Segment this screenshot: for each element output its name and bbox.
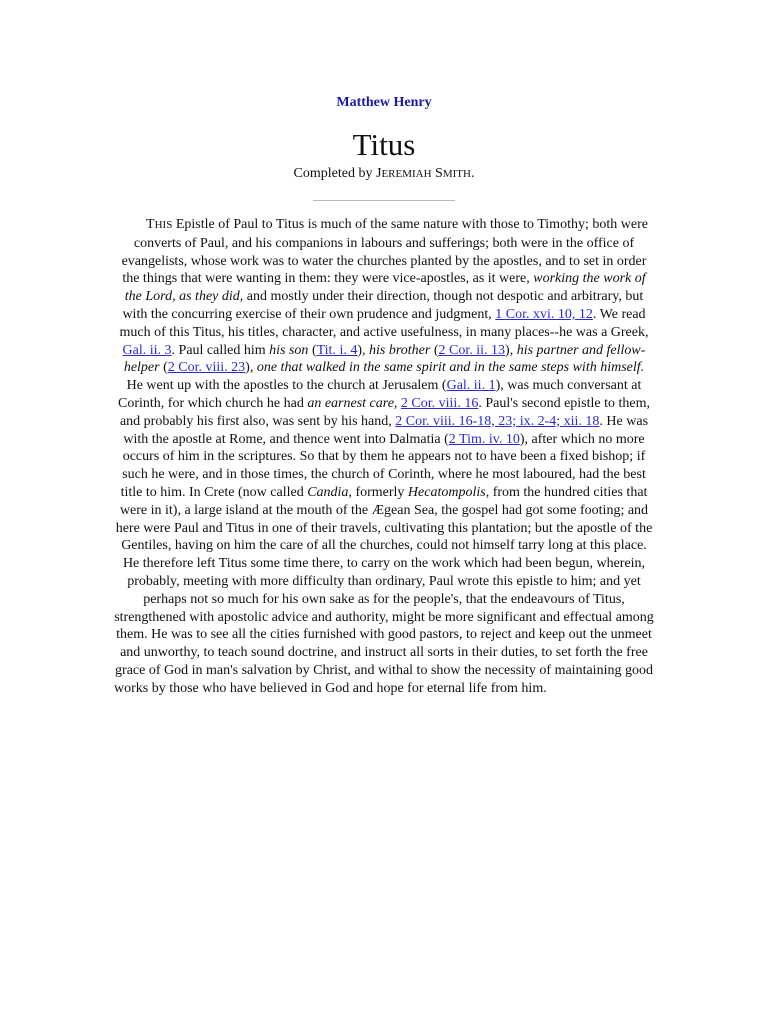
text-run: . Paul's second epistle to them, and probably his first also, was sent by his hand, — [119, 395, 650, 429]
subtitle — [0, 166, 768, 182]
subtitle-mid: S — [431, 166, 443, 181]
scripture-link[interactable]: 2 Cor. viii. 16-18, 23; ix. 2-4; xii. 18 — [395, 413, 600, 429]
scripture-link[interactable]: Gal. ii. 1 — [446, 378, 496, 394]
page-title: Titus — [352, 127, 416, 162]
italic-run: Hecatompolis, — [407, 484, 490, 500]
scripture-link[interactable]: 2 Cor. viii. 16 — [400, 395, 479, 411]
dropcap-rest: HIS — [154, 219, 173, 231]
subtitle-smallcaps-1: EREMIAH — [381, 168, 432, 180]
subtitle-suffix: . — [470, 166, 475, 181]
text-run: . We read much of this Titus, his titles, character, and active usefulness, in many places--he was a Greek, — [119, 306, 649, 340]
italic-run: his partner and fellow-helper — [123, 342, 646, 376]
text-run: formerly — [351, 484, 408, 500]
italic-run: his brother — [369, 342, 431, 358]
text-run: He went up with the apostles to the church at Jerusalem ( — [126, 378, 447, 394]
text-run: ), — [505, 342, 517, 358]
text-run: . Paul called him — [171, 342, 270, 358]
text-run: ( — [159, 360, 168, 376]
subtitle-prefix: Completed by J — [293, 166, 382, 181]
text-run: and mostly under their direction, though not despotic and arbitrary, but with the concurring exercise of their own prudence and judgment, — [122, 289, 644, 322]
text-run: ), — [245, 360, 257, 376]
text-run: ), — [357, 342, 370, 358]
subtitle-smallcaps-2: MITH — [442, 168, 471, 180]
author-name: Matthew Henry — [336, 95, 432, 110]
italic-run: an earnest care, — [307, 395, 398, 411]
text-run: Epistle of Paul to Titus is much of the same nature with those to Timothy; both were converts of Paul, and his companions in labours and sufferings; both were in the office of evangelists, whose work was to water the churches planted by the apostles, and to set in order the things that were wanting in them: they were vice-apostles, as it were, — [121, 217, 648, 287]
text-run: from the hundred cities that were in it), a large island at the mouth of the Ægean Sea, the gospel had got some footing; and here were Paul and Titus in one of their travels, cultivating this plantation; but the apostle of the Gentiles, having on him the care of all the churches, could not himself tarry long at this place. He therefore left Titus some time there, to carry on the work which had been begun, wherein, probably, meeting with more difficulty than ordinary, Paul wrote this epistle to him; and yet perhaps not so much for his own sake as for the people's, that the endeavours of Titus, strengthened with apostolic advice and authority, might be more significant and effectual among them. He was to see all the cities furnished with good pastors, to reject and keep out the unmeet and unworthy, to teach sound doctrine, and instruct all sorts in their duties, to set forth the free grace of God in man's salvation by Christ, and withal to show the necessity of maintaining good works by those who have believed in God and hope for eternal life from him. — [114, 484, 654, 696]
dropcap-letter: T — [146, 217, 155, 232]
scripture-link[interactable]: 2 Tim. iv. 10 — [448, 431, 520, 447]
text-run: . He was with the apostle at Rome, and thence went into Dalmatia ( — [123, 413, 649, 447]
italic-run: working the work of the Lord, as they did, — [124, 271, 646, 305]
italic-run: one that walked in the same spirit and in the same steps with himself. — [256, 360, 645, 376]
scripture-link[interactable]: Tit. i. 4 — [316, 342, 358, 358]
text-run: ( — [430, 342, 439, 358]
text-run: ), after which no more occurs of him in the scriptures. So that by them he appears not to have been a fixed bishop; if such he were, and in those times, the church of Corinth, where he most laboured, had the best title to him. In Crete (now called — [120, 431, 646, 500]
italic-run: his son — [269, 342, 309, 358]
scripture-link[interactable]: 2 Cor. ii. 13 — [438, 342, 506, 358]
scripture-link[interactable]: 2 Cor. viii. 23 — [167, 360, 246, 376]
intro-paragraph — [114, 216, 654, 698]
scripture-link[interactable]: Gal. ii. 3 — [122, 342, 172, 358]
text-run: ), was much conversant at Corinth, for which church he had — [118, 378, 642, 411]
text-run: ( — [308, 342, 317, 358]
italic-run: Candia, — [307, 484, 352, 500]
scripture-link[interactable]: 1 Cor. xvi. 10, 12 — [495, 306, 593, 322]
horizontal-divider — [313, 200, 455, 201]
dropcap — [120, 217, 172, 232]
